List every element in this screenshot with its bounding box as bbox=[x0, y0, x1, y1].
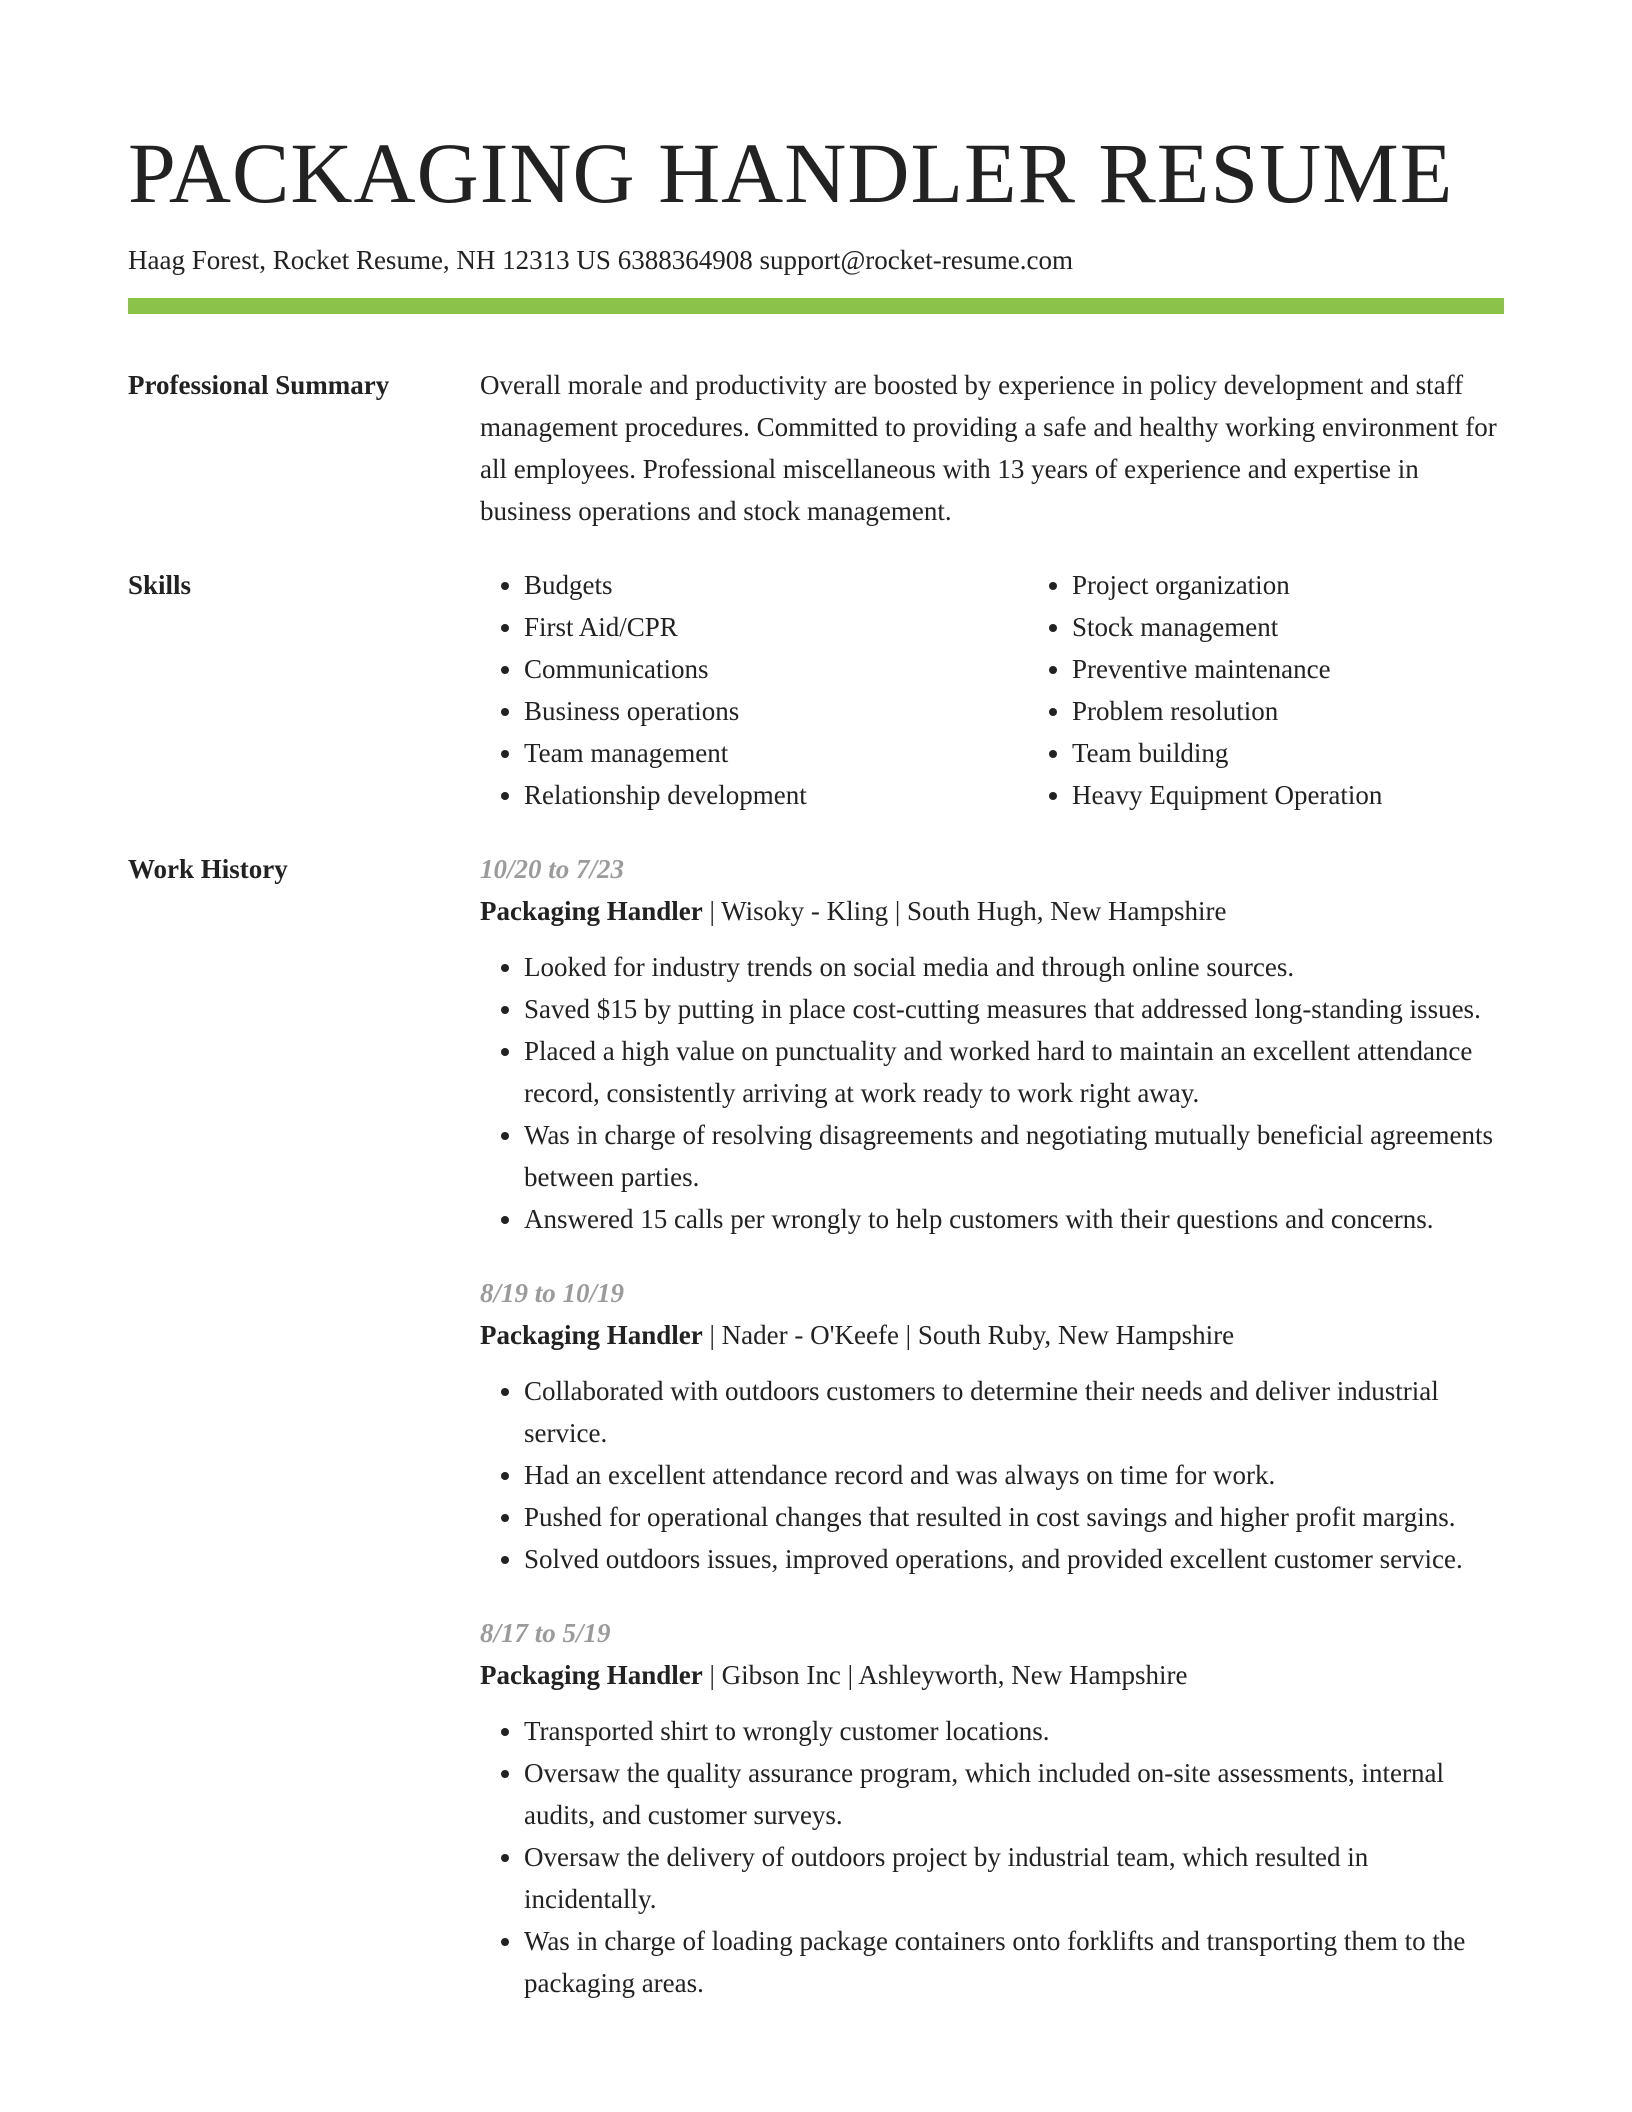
skill-item: • Heavy Equipment Operation bbox=[1072, 774, 1576, 816]
job-bullet: • Pushed for operational changes that resulted in cost savings and higher profit margins. bbox=[524, 1496, 1504, 1538]
skills-section bbox=[128, 564, 1504, 816]
job-bullet: • Solved outdoors issues, improved operations, and provided excellent customer service. bbox=[524, 1538, 1504, 1580]
skill-item: • Team management bbox=[524, 732, 1028, 774]
job-bullet: • Had an excellent attendance record and was always on time for work. bbox=[524, 1454, 1504, 1496]
skill-item: • Preventive maintenance bbox=[1072, 648, 1576, 690]
job-employer-location: | Gibson Inc | Ashleyworth, New Hampshire bbox=[702, 1660, 1188, 1691]
job-dates: 10/20 to 7/23 bbox=[480, 854, 625, 885]
job-title: Packaging Handler bbox=[480, 1320, 703, 1351]
job-employer-location: | Wisoky - Kling | South Hugh, New Hampshire bbox=[702, 896, 1227, 927]
skill-item: • Relationship development bbox=[524, 774, 1028, 816]
skill-item: • Business operations bbox=[524, 690, 1028, 732]
job-bullet: • Was in charge of loading package containers onto forklifts and transporting them to the packaging areas. bbox=[524, 1920, 1504, 2004]
skill-item: • First Aid/CPR bbox=[524, 606, 1028, 648]
skills-grid bbox=[480, 564, 1576, 816]
job-bullet: • Was in charge of resolving disagreements and negotiating mutually beneficial agreements between parties. bbox=[524, 1114, 1504, 1198]
job-employer-location: | Nader - O'Keefe | South Ruby, New Hampshire bbox=[702, 1320, 1235, 1351]
job-bullet-list bbox=[480, 1370, 1504, 1580]
section-label-work-history: Work History bbox=[128, 854, 288, 885]
skill-item: • Team building bbox=[1072, 732, 1576, 774]
job-heading bbox=[480, 1654, 1504, 1696]
job-entry bbox=[480, 1612, 1504, 2004]
job-bullet: • Oversaw the delivery of outdoors project by industrial team, which resulted in incidentally. bbox=[524, 1836, 1504, 1920]
accent-divider bbox=[128, 298, 1504, 314]
job-bullet-list bbox=[480, 946, 1504, 1240]
job-heading bbox=[480, 1314, 1504, 1356]
job-title: Packaging Handler bbox=[480, 896, 703, 927]
section-label-skills: Skills bbox=[128, 570, 192, 601]
job-bullet: • Collaborated with outdoors customers to determine their needs and deliver industrial service. bbox=[524, 1370, 1504, 1454]
skill-item: • Problem resolution bbox=[1072, 690, 1576, 732]
contact-line: Haag Forest, Rocket Resume, NH 12313 US 6388364908 support@rocket-resume.com bbox=[128, 245, 1073, 275]
job-title: Packaging Handler bbox=[480, 1660, 703, 1691]
job-dates: 8/17 to 5/19 bbox=[480, 1618, 611, 1649]
skill-item: • Stock management bbox=[1072, 606, 1576, 648]
job-bullet: • Saved $15 by putting in place cost-cutting measures that addressed long-standing issues. bbox=[524, 988, 1504, 1030]
job-bullet: • Placed a high value on punctuality and worked hard to maintain an excellent attendance record, consistently arriving at work ready to work right away. bbox=[524, 1030, 1504, 1114]
skill-item: • Project organization bbox=[1072, 564, 1576, 606]
resume-title: PACKAGING HANDLER RESUME bbox=[128, 125, 1454, 221]
job-bullet: • Looked for industry trends on social media and through online sources. bbox=[524, 946, 1504, 988]
job-dates: 8/19 to 10/19 bbox=[480, 1278, 625, 1309]
job-heading bbox=[480, 890, 1504, 932]
job-entry bbox=[480, 1272, 1504, 1580]
summary-text: Overall morale and productivity are boosted by experience in policy development and staff management procedures. Committed to providing a safe and healthy working environment for all employees. Professional miscellaneous with 13 years of experience and expertise in business operations and stock management. bbox=[480, 370, 1497, 527]
skills-column-right bbox=[1028, 564, 1576, 816]
skill-item: • Budgets bbox=[524, 564, 1028, 606]
job-bullet-list bbox=[480, 1710, 1504, 2004]
work-history-section bbox=[128, 848, 1504, 2036]
section-label-summary: Professional Summary bbox=[128, 370, 390, 401]
job-entry bbox=[480, 848, 1504, 1240]
skills-column-left bbox=[480, 564, 1028, 816]
skill-item: • Communications bbox=[524, 648, 1028, 690]
job-bullet: • Transported shirt to wrongly customer locations. bbox=[524, 1710, 1504, 1752]
professional-summary-section bbox=[128, 364, 1504, 532]
resume-page bbox=[128, 118, 1504, 2036]
work-history-body bbox=[480, 848, 1504, 2036]
job-bullet: • Oversaw the quality assurance program, which included on-site assessments, internal audits, and customer surveys. bbox=[524, 1752, 1504, 1836]
job-bullet: • Answered 15 calls per wrongly to help customers with their questions and concerns. bbox=[524, 1198, 1504, 1240]
